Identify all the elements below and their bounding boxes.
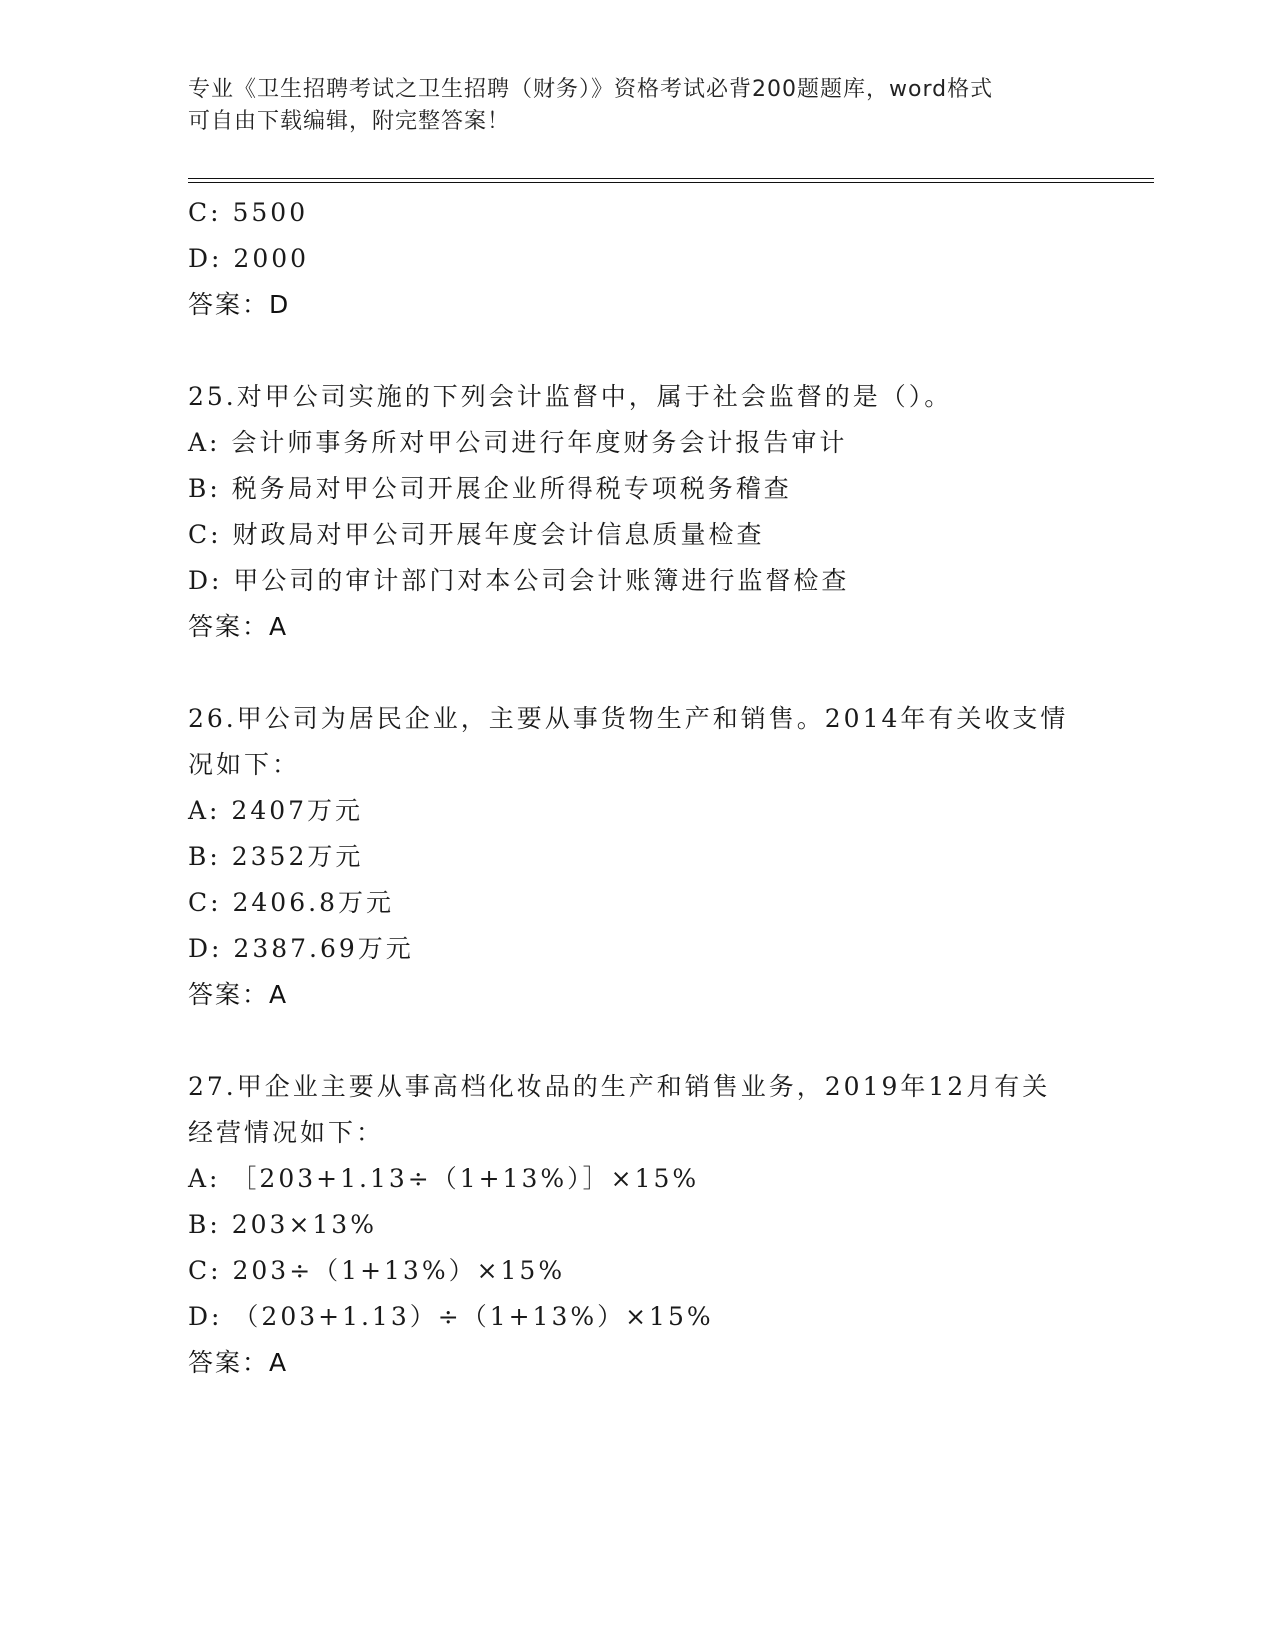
option-c: C: 财政局对甲公司开展年度会计信息质量检查: [188, 520, 765, 549]
question-stem-continued: 经营情况如下：: [188, 1118, 385, 1147]
header-line-1: 专业《卫生招聘考试之卫生招聘（财务）》资格考试必背200题题库，word格式: [188, 77, 994, 102]
option-c: C: 5500: [188, 198, 309, 227]
option-b: B: 2352万元: [188, 842, 364, 871]
option-a: A: ［203+1.13÷（1+13%）］×15%: [188, 1164, 700, 1193]
header-line-2: 可自由下载编辑，附完整答案！: [188, 109, 511, 134]
question-stem: 27.甲企业主要从事高档化妆品的生产和销售业务，2019年12月有关: [188, 1072, 1051, 1101]
option-d: D: （203+1.13）÷（1+13%）×15%: [188, 1302, 714, 1331]
question-stem: 25.对甲公司实施的下列会计监督中，属于社会监督的是（）。: [188, 382, 953, 411]
question-stem: 26.甲公司为居民企业，主要从事货物生产和销售。2014年有关收支情: [188, 704, 1069, 733]
option-b: B: 203×13%: [188, 1210, 377, 1239]
option-a: A: 2407万元: [188, 796, 364, 825]
spacer: [188, 1018, 1108, 1064]
option-c: C: 2406.8万元: [188, 888, 394, 917]
header-divider-bottom: [188, 182, 1154, 183]
option-d: D: 2387.69万元: [188, 934, 414, 963]
answer-line: 答案：A: [188, 612, 289, 641]
question-27: [188, 1064, 1108, 1386]
question-24-tail: [188, 190, 1108, 328]
answer-line: 答案：A: [188, 980, 289, 1009]
option-d: D: 甲公司的审计部门对本公司会计账簿进行监督检查: [188, 566, 850, 595]
document-body: [188, 190, 1108, 1386]
question-26: [188, 696, 1108, 1018]
option-a: A: 会计师事务所对甲公司进行年度财务会计报告审计: [188, 428, 848, 457]
question-25: [188, 374, 1108, 650]
answer-line: 答案：A: [188, 1348, 289, 1377]
spacer: [188, 328, 1108, 374]
option-c: C: 203÷（1+13%）×15%: [188, 1256, 566, 1285]
header-divider-top: [188, 178, 1154, 179]
answer-line: 答案：D: [188, 290, 291, 319]
spacer: [188, 650, 1108, 696]
document-header: [188, 74, 1088, 138]
option-d: D: 2000: [188, 244, 310, 273]
option-b: B: 税务局对甲公司开展企业所得税专项税务稽查: [188, 474, 792, 503]
question-stem-continued: 况如下：: [188, 750, 301, 779]
